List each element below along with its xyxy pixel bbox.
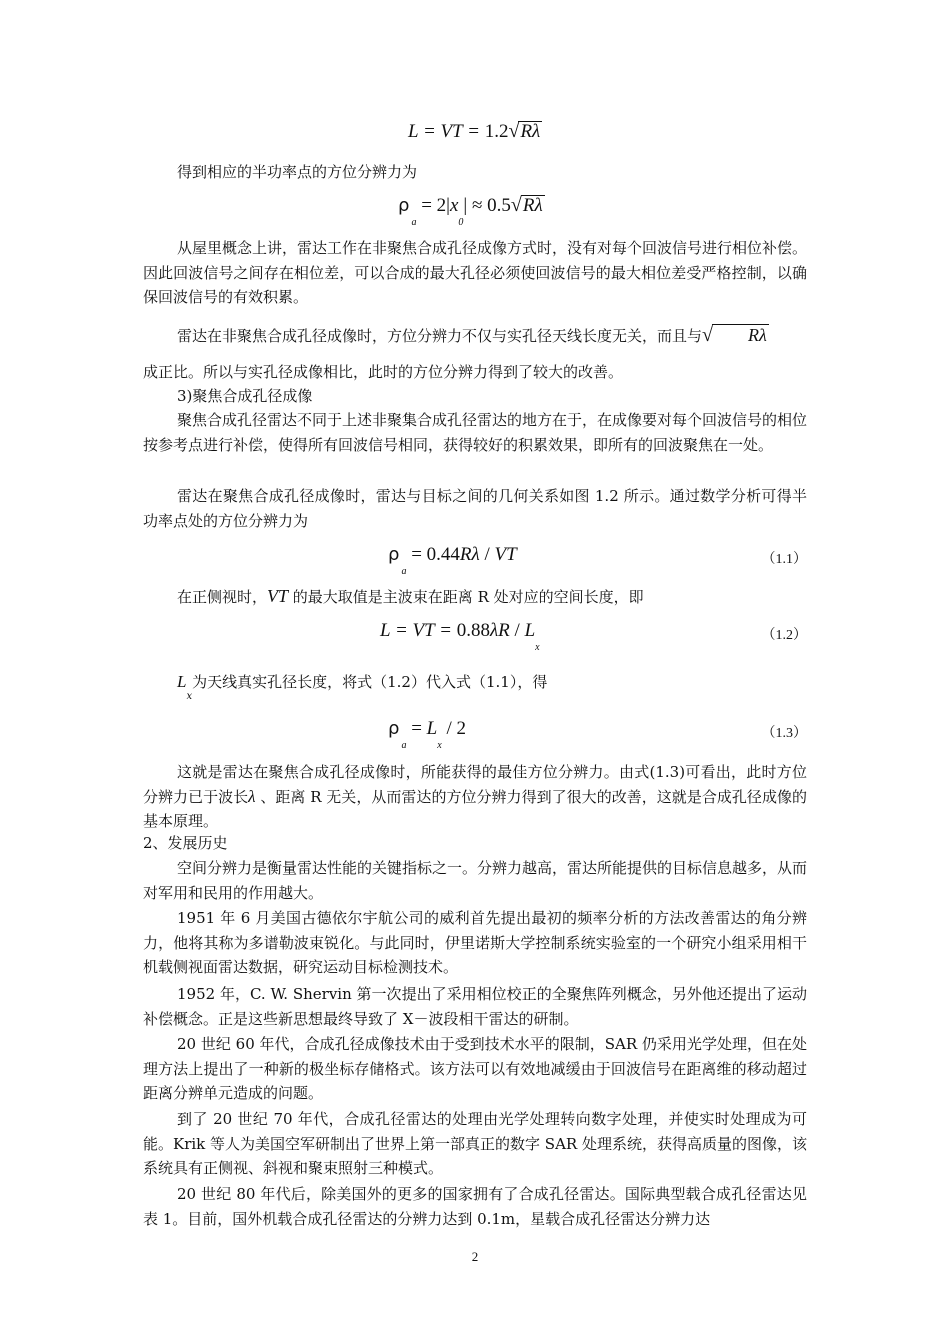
equation-l-top <box>143 120 807 160</box>
paragraph: 雷达在聚焦合成孔径成像时，雷达与目标之间的几何关系如图 1.2 所示。通过数学分析可得半功率点处的方位分辨力为 <box>143 487 807 530</box>
paragraph: 到了 20 世纪 70 年代，合成孔径雷达的处理由光学处理转向数字处理，并使实时处理成为可能。Krik 等人为美国空军研制出了世界上第一部真正的数字 SAR 处理系统，获得高质量的图像，该系统具有正侧视、斜视和聚束照射三种模式。 <box>143 1110 807 1177</box>
paragraph: 得到相应的半功率点的方位分辨力为 <box>177 163 418 181</box>
page-number: 2 <box>471 1249 479 1264</box>
paragraph-text: 为天线真实孔径长度，将式（1.2）代入式（1.1），得 <box>192 673 548 691</box>
inline-lambda: λ <box>248 786 256 806</box>
equation-rho-half <box>143 194 807 234</box>
paragraph: 聚焦合成孔径雷达不同于上述非聚集合成孔径雷达的地方在于，在成像要对每个回波信号的相位按参考点进行补偿，使得所有回波信号相同，获得较好的积累效果，即所有的回波聚焦在一处。 <box>143 411 808 454</box>
paragraph-text: 在正侧视时， <box>177 588 268 606</box>
paragraph-text: 雷达在非聚焦合成孔径成像时，方位分辨力不仅与实孔径天线长度无关，而且与 <box>177 327 703 345</box>
equation-number: （1.2） <box>761 628 807 643</box>
paragraph-with-sqrt <box>143 323 807 349</box>
equation-expression: L = VT = $0.88\lambda R / L_x$ <box>380 620 540 653</box>
inline-variable: L <box>177 672 187 691</box>
sqrt-r-lambda: √ Rλ <box>702 324 767 346</box>
paragraph-text: 的最大取值是主波束在距离 R 处对应的空间长度，即 <box>288 588 644 606</box>
paragraph: 空间分辨力是衡量雷达性能的关键指标之一。分辨力越高，雷达所能提供的目标信息越多，从而对军用和民用的作用越大。 <box>143 859 808 902</box>
equation-expression: $\rho_a = 2|x_0| \approx 0.5√R\lambda$ <box>398 194 543 228</box>
paragraph-text: 、距离 R 无关，从而雷达的方位分辨力得到了很大的改善，这就是合成孔径成像的基本原理。 <box>143 787 807 830</box>
paragraph-lx <box>177 670 807 702</box>
equation-1-1 <box>143 544 807 584</box>
paragraph-inline-var <box>143 584 807 610</box>
equation-1-3 <box>143 718 807 758</box>
paragraph: 从屋里概念上讲，雷达工作在非聚焦合成孔径成像方式时，没有对每个回波信号进行相位补偿。因此回波信号之间存在相位差，可以合成的最大孔径必须使回波信号的最大相位差受严格控制，以确保回波信号的有效积累。 <box>143 239 808 306</box>
paragraph: 20 世纪 60 年代，合成孔径成像技术由于受到技术水平的限制，SAR 仍采用光学处理，但在处理方法上提出了一种新的极坐标存储格式。该方法可以有效地减缓由于回波信号在距离维的移动超过距离分辨单元造成的问题。 <box>143 1035 807 1102</box>
equation-expression: L = VT = 1.2√Rλ <box>408 120 541 142</box>
equation-number: （1.3） <box>761 726 807 741</box>
section-heading: 2、发展历史 <box>143 834 228 852</box>
paragraph: 20 世纪 80 年代后，除美国外的更多的国家拥有了合成孔径雷达。国际典型载合成孔径雷达见表 1。目前，国外机载合成孔径雷达的分辨力达到 0.1m，星载合成孔径雷达分辨力达 <box>143 1185 807 1228</box>
equation-1-2 <box>143 620 807 660</box>
section-heading: 3)聚焦合成孔径成像 <box>177 387 313 405</box>
paragraph: 1952 年，C. W. Shervin 第一次提出了采用相位校正的全聚焦阵列概念，另外他还提出了运动补偿概念。正是这些新思想最终导致了 X－波段相干雷达的研制。 <box>143 985 807 1028</box>
paragraph: 1951 年 6 月美国古德依尔宇航公司的威利首先提出最初的频率分析的方法改善雷达的角分辨力，他将其称为多谱勒波束锐化。与此同时，伊里诺斯大学控制系统实验室的一个研究小组采用相干机载侧视面雷达数据，研究运动目标检测技术。 <box>143 909 807 976</box>
equation-expression: $\rho_a = L_x / 2$ <box>388 718 466 751</box>
paragraph-text: 这就是雷达在聚焦合成孔径成像时，所能获得的最佳方位分辨力。由式(1.3)可看出，此时方位分辨力已于波长 <box>143 763 807 806</box>
paragraph-lambda <box>143 760 807 834</box>
inline-variable: VT <box>267 586 289 606</box>
equation-number: （1.1） <box>761 552 807 567</box>
equation-expression: $\rho_a = 0.44R\lambda$ / VT <box>388 544 517 577</box>
inline-subscript: x <box>186 691 193 702</box>
paragraph: 成正比。所以与实孔径成像相比，此时的方位分辨力得到了较大的改善。 <box>143 363 624 381</box>
